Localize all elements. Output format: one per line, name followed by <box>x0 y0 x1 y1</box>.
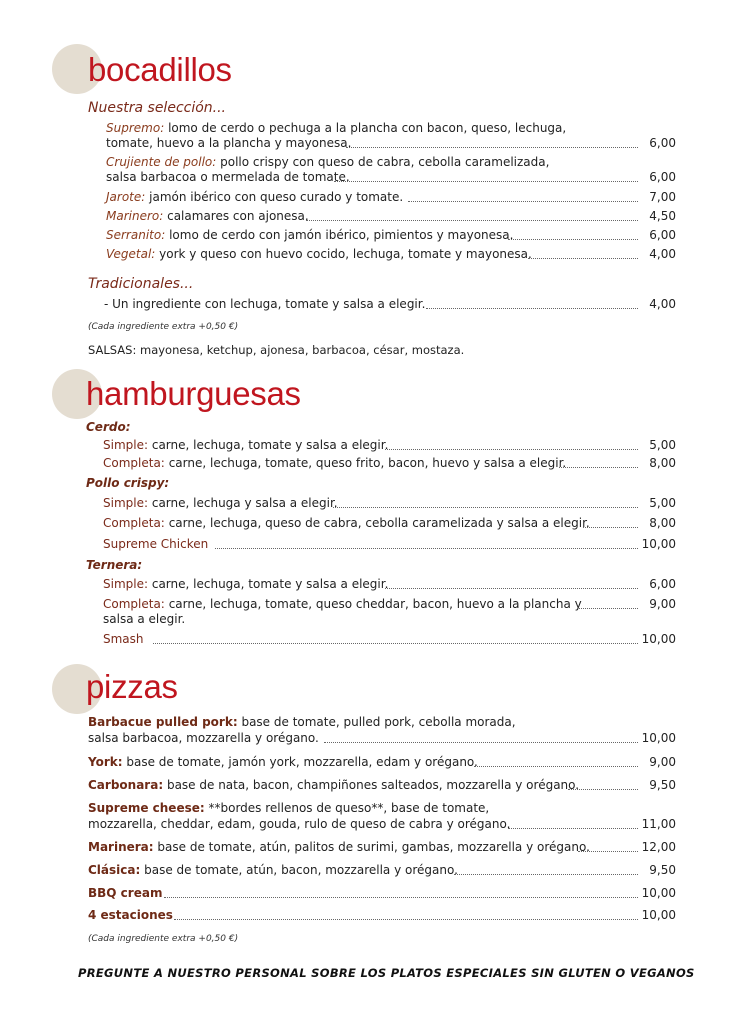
group-label-ternera: Ternera: <box>86 558 143 572</box>
section-title-pizzas: pizzas <box>86 668 178 705</box>
menu-item-supremo <box>106 121 676 153</box>
menu-item-serranito <box>106 228 676 244</box>
item-name: Marinero: <box>106 209 164 223</box>
menu-item-cerdo-completa <box>103 456 676 472</box>
item-price: 10,00 <box>641 632 676 646</box>
menu-item-crujiente-de-pollo <box>106 155 676 187</box>
menu-item-barbacue-pulled-pork <box>88 715 676 747</box>
item-name: Carbonara: <box>88 778 164 792</box>
item-description: jamón ibérico con queso curado y tomate. <box>149 190 404 204</box>
item-name: 4 estaciones <box>88 908 173 922</box>
item-description: pollo crispy con queso de cabra, cebolla caramelizada, <box>220 155 550 169</box>
section-title-hamburguesas: hamburguesas <box>86 375 301 412</box>
menu-item-vegetal <box>106 247 676 263</box>
subsection-label-tradicionales: Tradicionales... <box>88 276 194 292</box>
extra-ingredient-note: (Cada ingrediente extra +0,50 €) <box>88 322 239 332</box>
menu-item-ternera-simple <box>103 577 676 593</box>
menu-item-4-estaciones <box>88 908 676 924</box>
item-description: carne, lechuga, tomate y salsa a elegir. <box>151 577 389 591</box>
section-title-bocadillos: bocadillos <box>88 51 232 88</box>
item-price: 5,00 <box>649 496 676 510</box>
item-description: carne, lechuga, queso de cabra, cebolla caramelizada y salsa a elegir. <box>168 516 590 530</box>
salsas-list: SALSAS: mayonesa, ketchup, ajonesa, barbacoa, césar, mostaza. <box>88 343 465 357</box>
menu-item-carbonara <box>88 778 676 794</box>
item-name: Completa: <box>103 516 165 530</box>
item-name: Simple: <box>103 496 149 510</box>
item-name: Vegetal: <box>106 247 156 261</box>
item-description: base de tomate, atún, bacon, mozzarella y orégano. <box>144 863 458 877</box>
item-price: 10,00 <box>641 886 676 900</box>
item-description-line2: salsa a elegir. <box>103 612 186 626</box>
menu-item-smash <box>103 632 676 648</box>
item-name: Clásica: <box>88 863 141 877</box>
subsection-label-seleccion: Nuestra selección... <box>88 100 227 116</box>
item-price: 4,00 <box>649 297 676 311</box>
item-name: Simple: <box>103 577 149 591</box>
item-price: 9,00 <box>649 597 676 611</box>
item-name: Smash <box>103 632 144 646</box>
menu-item-tradicional <box>104 297 676 313</box>
item-price: 6,00 <box>649 577 676 591</box>
footer-allergen-notice: PREGUNTE A NUESTRO PERSONAL SOBRE LOS PLATOS ESPECIALES SIN GLUTEN O VEGANOS <box>78 966 695 980</box>
item-name: BBQ cream <box>88 886 163 900</box>
item-price: 8,00 <box>649 516 676 530</box>
item-price: 6,00 <box>649 228 676 242</box>
item-description-line2: salsa barbacoa, mozzarella y orégano. <box>88 731 319 745</box>
item-description: calamares con ajonesa. <box>167 209 309 223</box>
item-name: Simple: <box>103 438 149 452</box>
item-name: York: <box>88 755 123 769</box>
menu-item-jarote <box>106 190 676 206</box>
item-price: 7,00 <box>649 190 676 204</box>
item-description: carne, lechuga, tomate, queso frito, bacon, huevo y salsa a elegir. <box>168 456 567 470</box>
item-description: base de tomate, atún, palitos de surimi, gambas, mozzarella y orégano. <box>157 840 590 854</box>
item-name: Barbacue pulled pork: <box>88 715 238 729</box>
item-price: 11,00 <box>641 817 676 831</box>
menu-item-marinera <box>88 840 676 856</box>
item-name: Supremo: <box>106 121 165 135</box>
item-description: - Un ingrediente con lechuga, tomate y salsa a elegir. <box>104 297 426 311</box>
item-price: 8,00 <box>649 456 676 470</box>
item-price: 5,00 <box>649 438 676 452</box>
item-name: Completa: <box>103 597 165 611</box>
menu-item-supreme-chicken <box>103 537 676 553</box>
menu-item-supreme-cheese <box>88 801 676 833</box>
menu-item-cerdo-simple <box>103 438 676 454</box>
item-description-line2: salsa barbacoa o mermelada de tomate. <box>106 170 350 184</box>
item-price: 4,00 <box>649 247 676 261</box>
item-description: york y queso con huevo cocido, lechuga, tomate y mayonesa. <box>159 247 532 261</box>
menu-item-marinero <box>106 209 676 225</box>
item-name: Supreme cheese: <box>88 801 205 815</box>
item-description: carne, lechuga, tomate, queso cheddar, bacon, huevo a la plancha y <box>168 597 582 611</box>
item-name: Serranito: <box>106 228 166 242</box>
item-price: 9,00 <box>649 755 676 769</box>
item-price: 6,00 <box>649 170 676 184</box>
item-price: 4,50 <box>649 209 676 223</box>
item-name: Jarote: <box>106 190 146 204</box>
item-price: 10,00 <box>641 731 676 745</box>
menu-item-pollo-completa <box>103 516 676 532</box>
item-description: lomo de cerdo o pechuga a la plancha con bacon, queso, lechuga, <box>168 121 567 135</box>
item-description: base de tomate, pulled pork, cebolla morada, <box>241 715 516 729</box>
item-name: Crujiente de pollo: <box>106 155 217 169</box>
menu-item-pollo-simple <box>103 496 676 512</box>
item-name: Marinera: <box>88 840 154 854</box>
group-label-cerdo: Cerdo: <box>86 420 131 434</box>
item-description: carne, lechuga, tomate y salsa a elegir. <box>151 438 389 452</box>
item-description: carne, lechuga y salsa a elegir. <box>151 496 338 510</box>
item-price: 10,00 <box>641 537 676 551</box>
menu-item-york <box>88 755 676 771</box>
item-name: Completa: <box>103 456 165 470</box>
item-description: lomo de cerdo con jamón ibérico, pimientos y mayonesa. <box>169 228 514 242</box>
item-description: base de tomate, jamón york, mozzarella, edam y orégano. <box>126 755 478 769</box>
extra-ingredient-note: (Cada ingrediente extra +0,50 €) <box>88 934 239 944</box>
menu-item-bbq-cream <box>88 886 676 902</box>
item-description: base de nata, bacon, champiñones salteados, mozzarella y orégano. <box>166 778 580 792</box>
item-price: 9,50 <box>649 778 676 792</box>
item-name: Supreme Chicken <box>103 537 209 551</box>
item-price: 6,00 <box>649 136 676 150</box>
item-description-line2: mozzarella, cheddar, edam, gouda, rulo de queso de cabra y orégano. <box>88 817 511 831</box>
menu-item-ternera-completa <box>103 597 676 629</box>
menu-item-clasica <box>88 863 676 879</box>
item-price: 10,00 <box>641 908 676 922</box>
item-description-line2: tomate, huevo a la plancha y mayonesa. <box>106 136 352 150</box>
group-label-pollo-crispy: Pollo crispy: <box>86 476 170 490</box>
item-price: 9,50 <box>649 863 676 877</box>
item-description: **bordes rellenos de queso**, base de tomate, <box>208 801 490 815</box>
item-price: 12,00 <box>641 840 676 854</box>
